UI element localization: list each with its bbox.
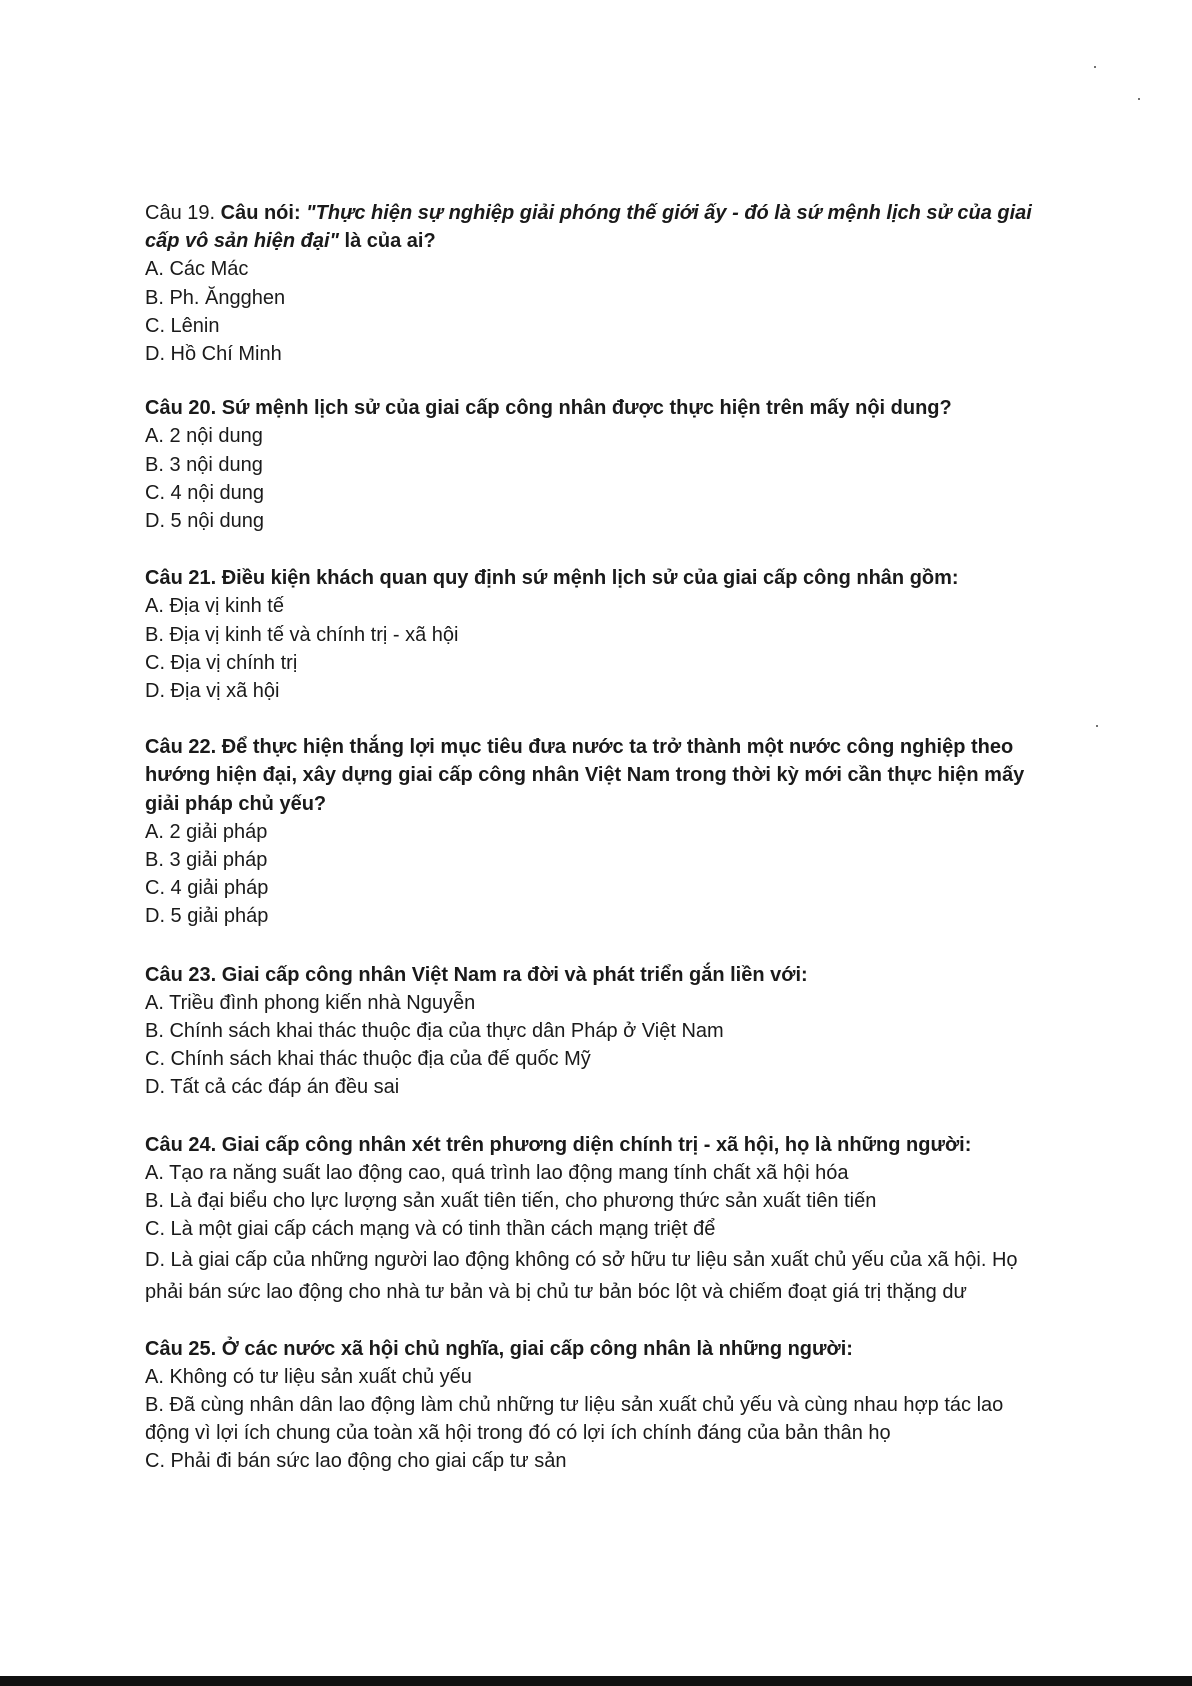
answer-option: A. Các Mác: [145, 258, 249, 281]
answer-option: D. 5 giải pháp: [145, 905, 269, 928]
stem-text: Sứ mệnh lịch sử của giai cấp công nhân được thực hiện trên mấy nội dung?: [216, 397, 952, 420]
answer-option: C. Là một giai cấp cách mạng và có tinh thần cách mạng triệt để: [145, 1218, 716, 1241]
question-number: Câu 21.: [145, 567, 217, 590]
answer-option: A. 2 nội dung: [145, 425, 263, 448]
page-bottom-edge: [0, 1676, 1192, 1686]
answer-option: D. Hồ Chí Minh: [145, 343, 282, 366]
question-number: Câu 22.: [145, 736, 217, 759]
answer-option: C. Phải đi bán sức lao động cho giai cấp tư sản: [145, 1450, 567, 1473]
question-stem: [145, 1131, 1050, 1159]
answer-option: B. Chính sách khai thác thuộc địa của thực dân Pháp ở Việt Nam: [145, 1020, 724, 1043]
question-list: [145, 199, 1050, 1476]
stem-tail: là của ai?: [338, 230, 436, 253]
answer-option: B. Là đại biểu cho lực lượng sản xuất tiên tiến, cho phương thức sản xuất tiên tiến: [145, 1190, 877, 1213]
answer-option: C. Chính sách khai thác thuộc địa của đế quốc Mỹ: [145, 1048, 591, 1071]
scan-speck: [1094, 66, 1096, 68]
answer-option: A. 2 giải pháp: [145, 820, 268, 843]
question-20: [145, 394, 1050, 535]
question-number: Câu 19.: [145, 202, 216, 224]
answer-option: B. 3 giải pháp: [145, 849, 268, 872]
question-22: [145, 733, 1050, 930]
answer-option: D. 5 nội dung: [145, 510, 264, 533]
answer-option: D. Là giai cấp của những người lao động không có sở hữu tư liệu sản xuất chủ yếu của xã hội. Họ phải bán sức lao động cho nhà tư bản và bị chủ tư bản bóc lột và chiếm đoạt giá trị thặng dư: [145, 1248, 1018, 1303]
question-number: Câu 23.: [145, 963, 217, 986]
scan-speck: [1138, 98, 1140, 100]
question-stem: [145, 199, 1050, 255]
stem-text: Để thực hiện thắng lợi mục tiêu đưa nước ta trở thành một nước công nghiệp theo hướng hiện đại, xây dựng giai cấp công nhân Việt Nam trong thời kỳ mới cần thực hiện mấy giải pháp chủ yếu?: [145, 736, 1025, 815]
stem-text: Giai cấp công nhân xét trên phương diện chính trị - xã hội, họ là những người:: [216, 1133, 972, 1156]
answer-option: C. 4 giải pháp: [145, 877, 269, 900]
answer-option: A. Tạo ra năng suất lao động cao, quá trình lao động mang tính chất xã hội hóa: [145, 1161, 849, 1184]
stem-text: Giai cấp công nhân Việt Nam ra đời và phát triển gắn liền với:: [216, 963, 808, 986]
answer-option: B. 3 nội dung: [145, 453, 263, 476]
question-25: [145, 1335, 1050, 1476]
answer-option: A. Không có tư liệu sản xuất chủ yếu: [145, 1365, 472, 1388]
question-number: Câu 24.: [145, 1133, 217, 1156]
question-stem: [145, 961, 1050, 989]
answer-option: D. Tất cả các đáp án đều sai: [145, 1076, 400, 1099]
question-19: [145, 199, 1050, 368]
question-number: Câu 20.: [145, 397, 217, 420]
question-23: [145, 961, 1050, 1102]
answer-option: C. Địa vị chính trị: [145, 651, 298, 674]
question-21: [145, 564, 1050, 705]
question-stem: [145, 564, 1050, 592]
question-stem: [145, 733, 1050, 818]
answer-option: B. Đã cùng nhân dân lao động làm chủ những tư liệu sản xuất chủ yếu và cùng nhau hợp tác lao động vì lợi ích chung của toàn xã hội trong đó có lợi ích chính đáng của bản thân họ: [145, 1393, 1004, 1445]
answer-option: C. 4 nội dung: [145, 481, 264, 504]
question-stem: [145, 1335, 1050, 1363]
answer-option: A. Triều đình phong kiến nhà Nguyễn: [145, 991, 476, 1014]
answer-option: C. Lênin: [145, 314, 220, 337]
answer-option: D. Địa vị xã hội: [145, 680, 280, 703]
stem-quote: "Thực hiện sự nghiệp giải phóng thế giới ấy - đó là sứ mệnh lịch sử của giai cấp vô sản hiện đại": [145, 202, 1032, 253]
answer-option: B. Địa vị kinh tế và chính trị - xã hội: [145, 623, 459, 646]
stem-lead: Câu nói:: [220, 202, 307, 224]
question-number: Câu 25.: [145, 1337, 217, 1360]
question-stem: [145, 394, 1050, 422]
stem-text: Điều kiện khách quan quy định sứ mệnh lịch sử của giai cấp công nhân gồm:: [216, 567, 959, 590]
answer-option: A. Địa vị kinh tế: [145, 595, 284, 618]
question-24: [145, 1131, 1050, 1308]
scan-speck: [1096, 725, 1098, 727]
stem-text: Ở các nước xã hội chủ nghĩa, giai cấp công nhân là những người:: [216, 1337, 853, 1360]
answer-option: B. Ph. Ăngghen: [145, 286, 286, 309]
